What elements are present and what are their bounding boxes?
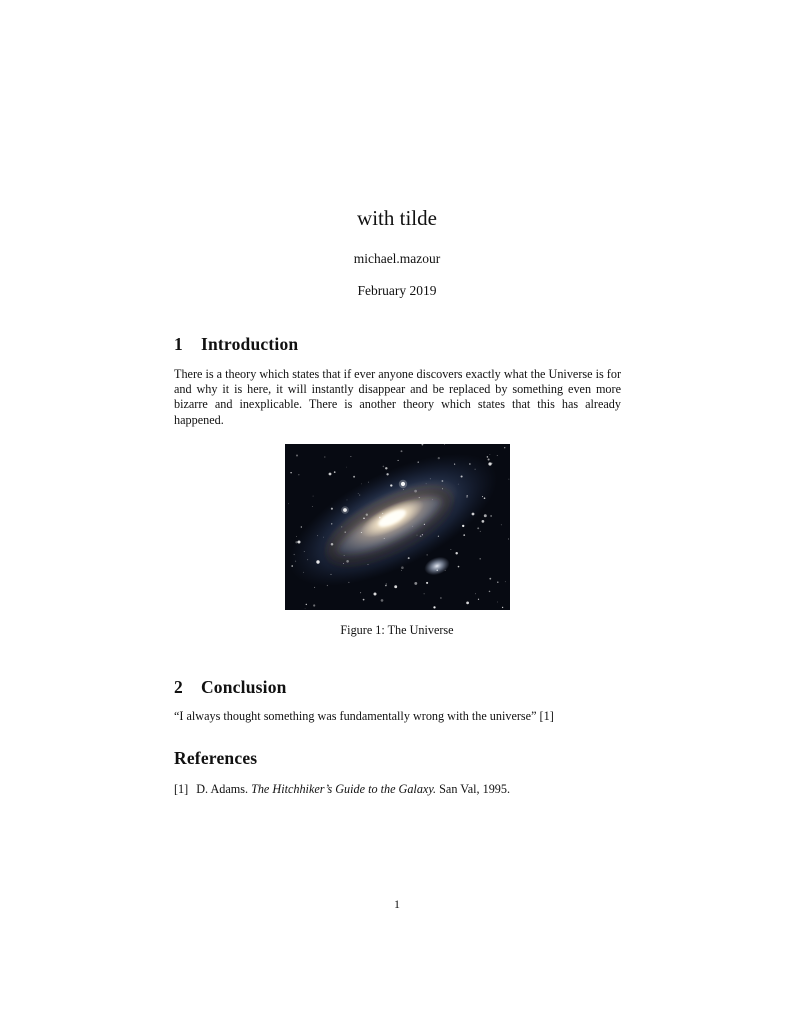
page-number: 1 — [394, 897, 400, 911]
section-title: Conclusion — [200, 677, 287, 697]
section-title: Introduction — [200, 334, 299, 354]
reference-entry — [174, 782, 621, 797]
section-heading-conclusion — [174, 677, 621, 698]
galaxy-image — [285, 444, 510, 610]
reference-authors: D. Adams. — [196, 782, 249, 796]
section-heading-introduction — [174, 334, 621, 355]
paper-title: with tilde — [357, 206, 437, 230]
references-heading: References — [174, 748, 258, 768]
reference-label: [1] — [174, 782, 189, 796]
conclusion-paragraph: “I always thought something was fundamentally wrong with the universe” [1] — [174, 709, 554, 723]
reference-book-title: The Hitchhiker’s Guide to the Galaxy. — [251, 782, 437, 796]
paper-author: michael.mazour — [353, 251, 441, 266]
introduction-paragraph: There is a theory which states that if ever anyone discovers exactly what the Universe is for and why it is here, it will instantly disappear and be replaced by something even more bizarre and inexplicable. There is another theory which states that this has already happened. — [174, 367, 621, 427]
section-number: 2 — [174, 677, 183, 697]
paper-date: February 2019 — [357, 283, 437, 298]
figure-caption: Figure 1: The Universe — [340, 623, 454, 637]
reference-publisher: San Val, 1995. — [439, 782, 511, 796]
universe-figure-image — [285, 444, 510, 610]
section-number: 1 — [174, 334, 183, 354]
